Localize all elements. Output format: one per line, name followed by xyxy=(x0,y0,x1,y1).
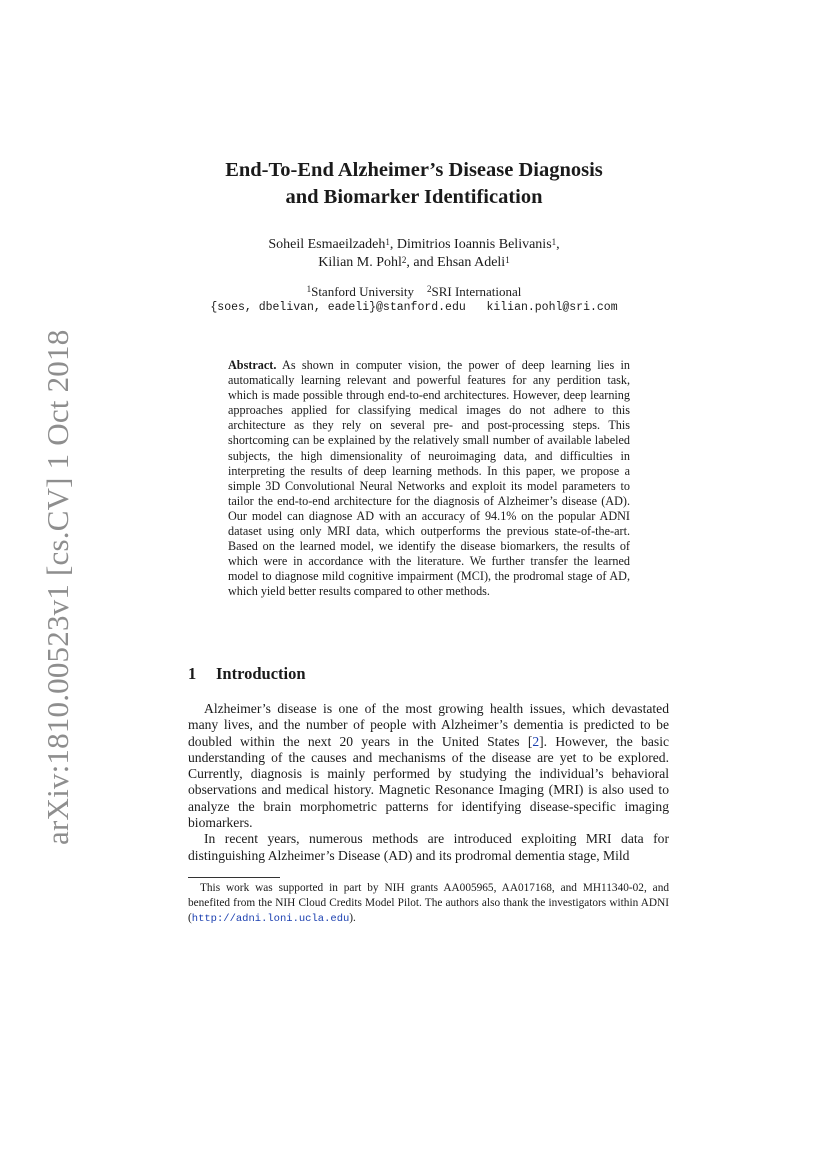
arxiv-identifier-stamp: arXiv:1810.00523v1 [cs.CV] 1 Oct 2018 xyxy=(40,329,75,845)
abstract-text: As shown in computer vision, the power of deep learning lies in automatically learning relevant and powerful features for any perdition task, which is made possible through end-to-end architectures. However, deep learning approaches applied for classifying medical images do not adhere to this architecture as they rely on several pre- and post-processing steps. This shortcoming can be explained by the relatively small number of available labeled subjects, the high dimensionality of neuroimaging data, and difficulties in interpreting the results of deep learning methods. In this paper, we propose a simple 3D Convolutional Neural Networks and exploit its model parameters to tailor the end-to-end architecture for the diagnosis of Alzheimer’s disease (AD). Our model can diagnose AD with an accuracy of 94.1% on the popular ADNI dataset using only MRI data, which outperforms the previous state-of-the-art. Based on the learned model, we identify the disease biomarkers, the results of which were in accordance with the literature. We further transfer the learned model to diagnose mild cognitive impairment (MCI), the prodromal stage of AD, which yield better results compared to other methods. xyxy=(228,358,630,599)
author-separator: , xyxy=(556,237,560,252)
paragraph xyxy=(188,701,669,831)
paper-title-line-1: End-To-End Alzheimer’s Disease Diagnosis xyxy=(225,159,603,181)
author-name: Kilian M. Pohl xyxy=(318,255,402,270)
affiliation-stanford: Stanford University xyxy=(311,284,414,299)
footnote-text-part: ). xyxy=(349,912,356,925)
abstract xyxy=(228,358,630,600)
author-name: Soheil Esmaeilzadeh xyxy=(268,237,386,252)
author-affiliation-mark: 1 xyxy=(385,237,390,247)
footnote xyxy=(188,881,669,928)
email-stanford: {soes, dbelivan, eadeli}@stanford.edu xyxy=(210,301,466,314)
section-title: Introduction xyxy=(216,664,306,683)
adni-url-link[interactable]: http://adni.loni.ucla.edu xyxy=(191,913,350,926)
introduction-body xyxy=(188,701,669,864)
author-name: , and Ehsan Adeli xyxy=(406,255,506,270)
affiliation-mark: 2 xyxy=(427,284,432,294)
paragraph-text: ]. However, the basic understanding of the causes and mechanisms of the disease are yet to be explored. Currently, diagnosis is mainly performed by studying the individual’s behavioral observations and medical history. Magnetic Resonance Imaging (MRI) is also used to analyze the brain morphometric patterns for identifying disease-specific imaging biomarkers. xyxy=(188,733,670,831)
author-affiliation-mark: 1 xyxy=(505,255,510,265)
paper-title-line-2: and Biomarker Identification xyxy=(285,186,543,208)
abstract-label: Abstract. xyxy=(228,358,277,372)
affiliation-mark: 1 xyxy=(306,284,312,294)
author-affiliation-mark: 2 xyxy=(401,255,407,265)
author-emails xyxy=(0,299,828,317)
author-name: , Dimitrios Ioannis Belivanis xyxy=(389,237,552,252)
affiliation-sri: SRI International xyxy=(431,284,522,299)
citation-link[interactable]: 2 xyxy=(532,733,540,749)
paragraph: In recent years, numerous methods are introduced exploiting MRI data for distinguishing Alzheimer’s Disease (AD) and its prodromal dementia stage, Mild xyxy=(188,831,669,863)
author-list-line-1 xyxy=(0,236,828,254)
section-number: 1 xyxy=(188,664,197,683)
author-list-line-2 xyxy=(0,254,828,272)
section-heading xyxy=(188,664,306,684)
email-sri: kilian.pohl@sri.com xyxy=(486,301,618,314)
footnote-rule xyxy=(188,877,280,878)
footnote-text xyxy=(188,881,669,928)
footnote-text-part: This work was supported in part by NIH grants AA005965, AA017168, and MH11340-02, and benefited from the NIH Cloud Credits Model Pilot. The authors also thank the investigators within ADNI ( xyxy=(188,882,669,925)
author-affiliation-mark: 1 xyxy=(551,237,557,247)
paragraph-text: Alzheimer’s disease is one of the most growing health issues, which devastated many lives, and the number of people with Alzheimer’s dementia is predicted to be doubled within the next 20 years in the United States [ xyxy=(188,701,669,749)
